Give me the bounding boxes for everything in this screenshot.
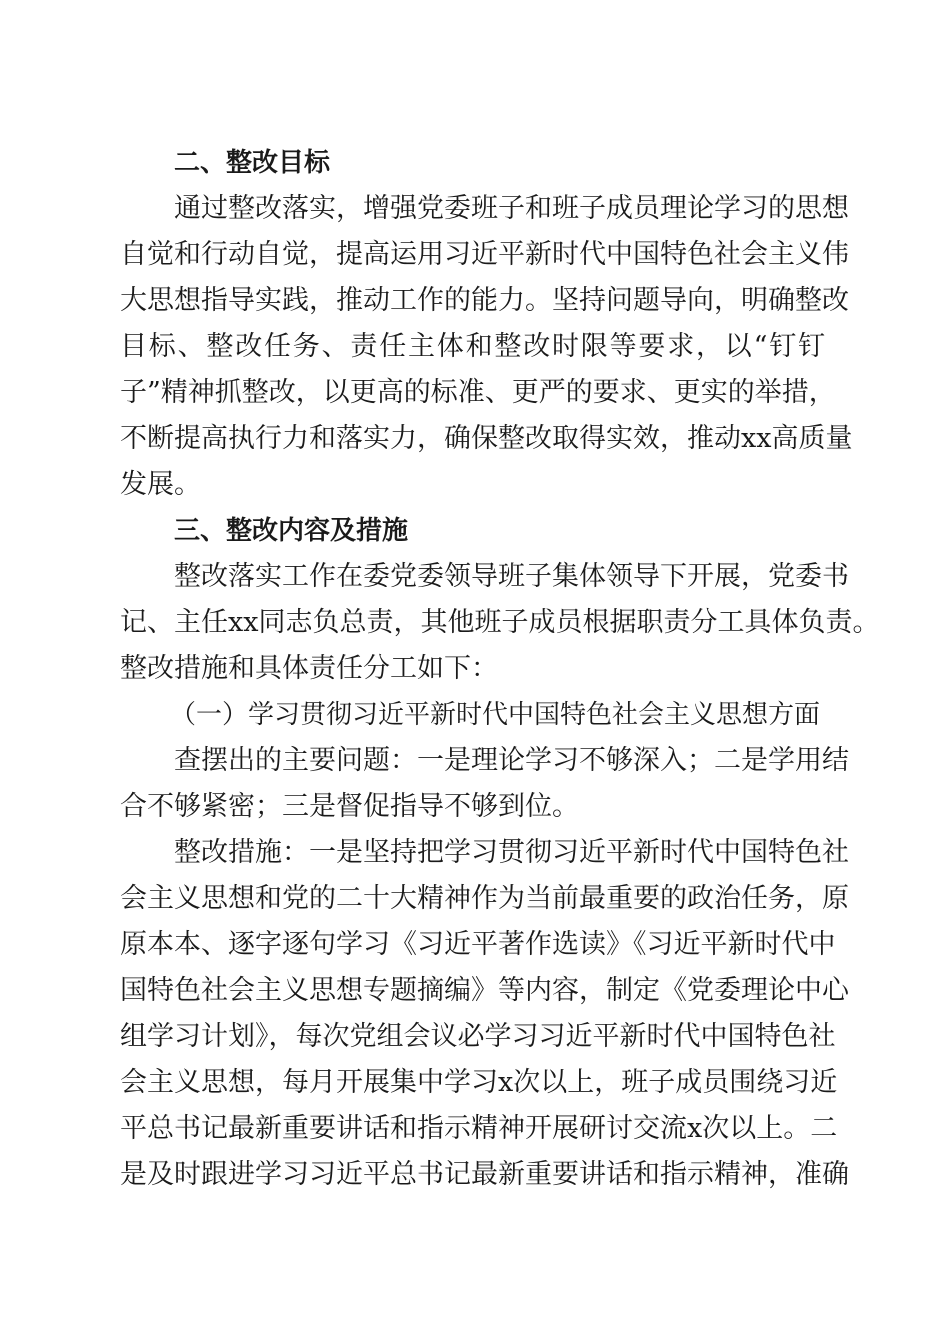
paragraph-line: 整改措施和具体责任分工如下： xyxy=(120,653,498,684)
paragraph-line: 子”精神抓整改，以更高的标准、更严的要求、更实的举措， xyxy=(120,377,836,408)
paragraph-line: 是及时跟进学习习近平总书记最新重要讲话和指示精神，准确 xyxy=(120,1159,849,1190)
paragraph-line: 国特色社会主义思想专题摘编》等内容，制定《党委理论中心 xyxy=(120,975,849,1006)
paragraph-line: 自觉和行动自觉，提高运用习近平新时代中国特色社会主义伟 xyxy=(120,239,849,270)
section-heading-goals: 二、整改目标 xyxy=(174,148,331,178)
paragraph-line: 发展。 xyxy=(120,469,201,500)
section-heading-measures: 三、整改内容及措施 xyxy=(174,516,409,546)
paragraph-line: 整改落实工作在委党委领导班子集体领导下开展，党委书 xyxy=(174,561,849,592)
paragraph-line: 目标、整改任务、责任主体和整改时限等要求，以“钉钉 xyxy=(120,331,825,362)
paragraph-line: 不断提高执行力和落实力，确保整改取得实效，推动xx高质量 xyxy=(120,423,853,454)
paragraph-line: 会主义思想，每月开展集中学习x次以上，班子成员围绕习近 xyxy=(120,1067,838,1098)
paragraph-line: 原本本、逐字逐句学习《习近平著作选读》《习近平新时代中 xyxy=(120,929,836,960)
paragraph-line: 通过整改落实，增强党委班子和班子成员理论学习的思想 xyxy=(174,193,849,224)
paragraph-line: 平总书记最新重要讲话和指示精神开展研讨交流x次以上。二 xyxy=(120,1113,838,1144)
paragraph-line: 大思想指导实践，推动工作的能力。坚持问题导向，明确整改 xyxy=(120,285,849,316)
subsection-heading: （一）学习贯彻习近平新时代中国特色社会主义思想方面 xyxy=(170,700,821,730)
paragraph-line: 会主义思想和党的二十大精神作为当前最重要的政治任务，原 xyxy=(120,883,849,914)
paragraph-line: 合不够紧密；三是督促指导不够到位。 xyxy=(120,791,579,822)
paragraph-line: 查摆出的主要问题：一是理论学习不够深入；二是学用结 xyxy=(174,745,849,776)
paragraph-line: 记、主任xx同志负总责，其他班子成员根据职责分工具体负责。 xyxy=(120,607,880,638)
paragraph-line: 组学习计划》，每次党组会议必学习习近平新时代中国特色社 xyxy=(120,1021,836,1052)
paragraph-line: 整改措施：一是坚持把学习贯彻习近平新时代中国特色社 xyxy=(174,837,849,868)
